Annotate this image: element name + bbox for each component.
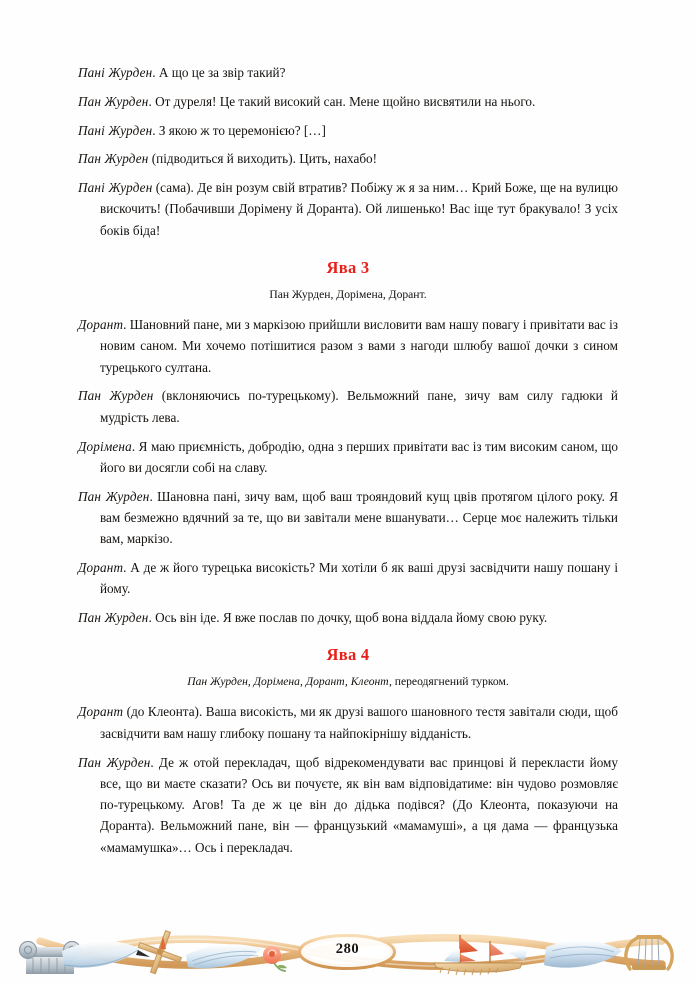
speaker-name: Дорімена	[78, 438, 132, 454]
cast-note: переодягнений турком.	[391, 675, 509, 689]
dialogue-block-scene3	[78, 314, 618, 628]
speech-text: . Я маю приємність, добродію, одна з перших привітати вас із тим високим саном, що його ви досягли собі на славу.	[100, 438, 618, 475]
speech-text: . Де він розум свій втратив? Побіжу ж я за ним… Крий Боже, ще на вулицю вискочить! (Побачивши Дорімену й Доранта). Ой лишенько! Вас іще тут бракувало! З усіх боків біда!	[100, 180, 618, 238]
cast-names: Пан Журден, Дорімена, Дорант.	[269, 288, 427, 302]
page-content	[78, 62, 618, 858]
speech-text: . З якою ж то церемонією? […]	[152, 122, 326, 138]
speech-line	[78, 607, 618, 628]
dialogue-block-intro	[78, 62, 618, 241]
scene-heading-4: Ява 4	[326, 645, 370, 665]
stage-direction: (сама)	[152, 180, 191, 196]
speech-text: . Ваша високість, ми як друзі вашого шановного тестя завітали сюди, щоб засвідчити вам нашу глибоку пошану та найпокірнішу відданість.	[100, 704, 618, 741]
stage-direction: (до Клеонта)	[123, 704, 199, 720]
speech-line	[78, 486, 618, 550]
speaker-name: Дорант	[78, 704, 124, 720]
speaker-name: Пані Журден	[78, 65, 153, 80]
speaker-name: Пан Журден	[78, 754, 151, 770]
speaker-name: Пан Журден	[78, 93, 149, 109]
dialogue-block-scene4	[78, 701, 618, 858]
speech-text: . А де ж його турецька високість? Ми хотіли б як ваші друзі засвідчити нашу пошану і йому.	[100, 560, 618, 597]
speech-line	[78, 752, 618, 858]
speech-line	[78, 148, 618, 169]
speech-text: . Шановна пані, зичу вам, щоб ваш трояндовий кущ цвів протягом цілого року. Я вам безмежно вдячний за те, що ви завітали мене вшанувати… Серце моє належить тільки вам, маркізо.	[100, 488, 618, 547]
speech-text: . Де ж отой перекладач, щоб відрекомендувати вас принцові й перекласти йому все, що ви маєте сказати? Ось ви почуєте, як він вам відповідатиме: він чудово розмовляє по-турецькому. Агов! Та де ж це він до дідька подівся? (До Клеонта, показуючи на Доранта). Вельможний пане, він — французький «мамамуші», а ця дама — французька «мамамушка»… Ось і перекладач.	[100, 754, 618, 855]
speech-line	[78, 91, 618, 112]
scene-cast-4	[78, 674, 618, 690]
speech-text: . Ось він іде. Я вже послав по дочку, щоб вона віддала йому свою руку.	[148, 610, 548, 626]
stage-direction: (вклоняючись по-турецькому)	[153, 388, 336, 404]
speech-line	[78, 385, 618, 428]
speech-line	[78, 120, 618, 141]
speaker-name: Пані Журден	[78, 122, 153, 138]
speaker-name: Пані Журден	[78, 180, 153, 196]
speaker-name: Пан Журден	[78, 151, 149, 167]
speaker-name: Пан Журден	[78, 388, 154, 404]
footer-ornament	[0, 921, 695, 983]
speaker-name: Пан Журден	[78, 610, 149, 626]
stage-direction: (підводиться й виходить)	[148, 151, 293, 167]
speech-line	[78, 436, 618, 479]
speech-text: . От дуреля! Це такий високий сан. Мене щойно висвятили на нього.	[148, 93, 536, 109]
speech-text: . Вельможний пане, зичу вам силу гадюки й мудрість лева.	[100, 388, 618, 425]
cast-names: Пан Журден, Дорімена, Дорант, Клеонт,	[187, 675, 392, 689]
speech-text: . Цить, нахабо!	[292, 151, 378, 167]
speaker-name: Пан Журден	[78, 488, 150, 504]
speech-text: . А що це за звір такий?	[152, 65, 286, 80]
scene-heading-3: Ява 3	[326, 258, 370, 278]
speaker-name: Дорант	[78, 560, 124, 576]
speech-text: . Шановний пане, ми з маркізою прийшли висловити вам нашу повагу і привітати вас із новим саном. Ми хочемо потішитися разом з вами з нагоди шлюбу вашої дочки з сином турецького султана.	[100, 317, 618, 375]
page-number: 280	[335, 941, 360, 957]
speaker-name: Дорант	[78, 317, 124, 333]
speech-line	[78, 557, 618, 600]
scene-cast-3	[78, 287, 618, 303]
speech-line	[78, 701, 618, 744]
speech-line	[78, 177, 618, 241]
speech-line	[78, 62, 618, 83]
speech-line	[78, 314, 618, 378]
